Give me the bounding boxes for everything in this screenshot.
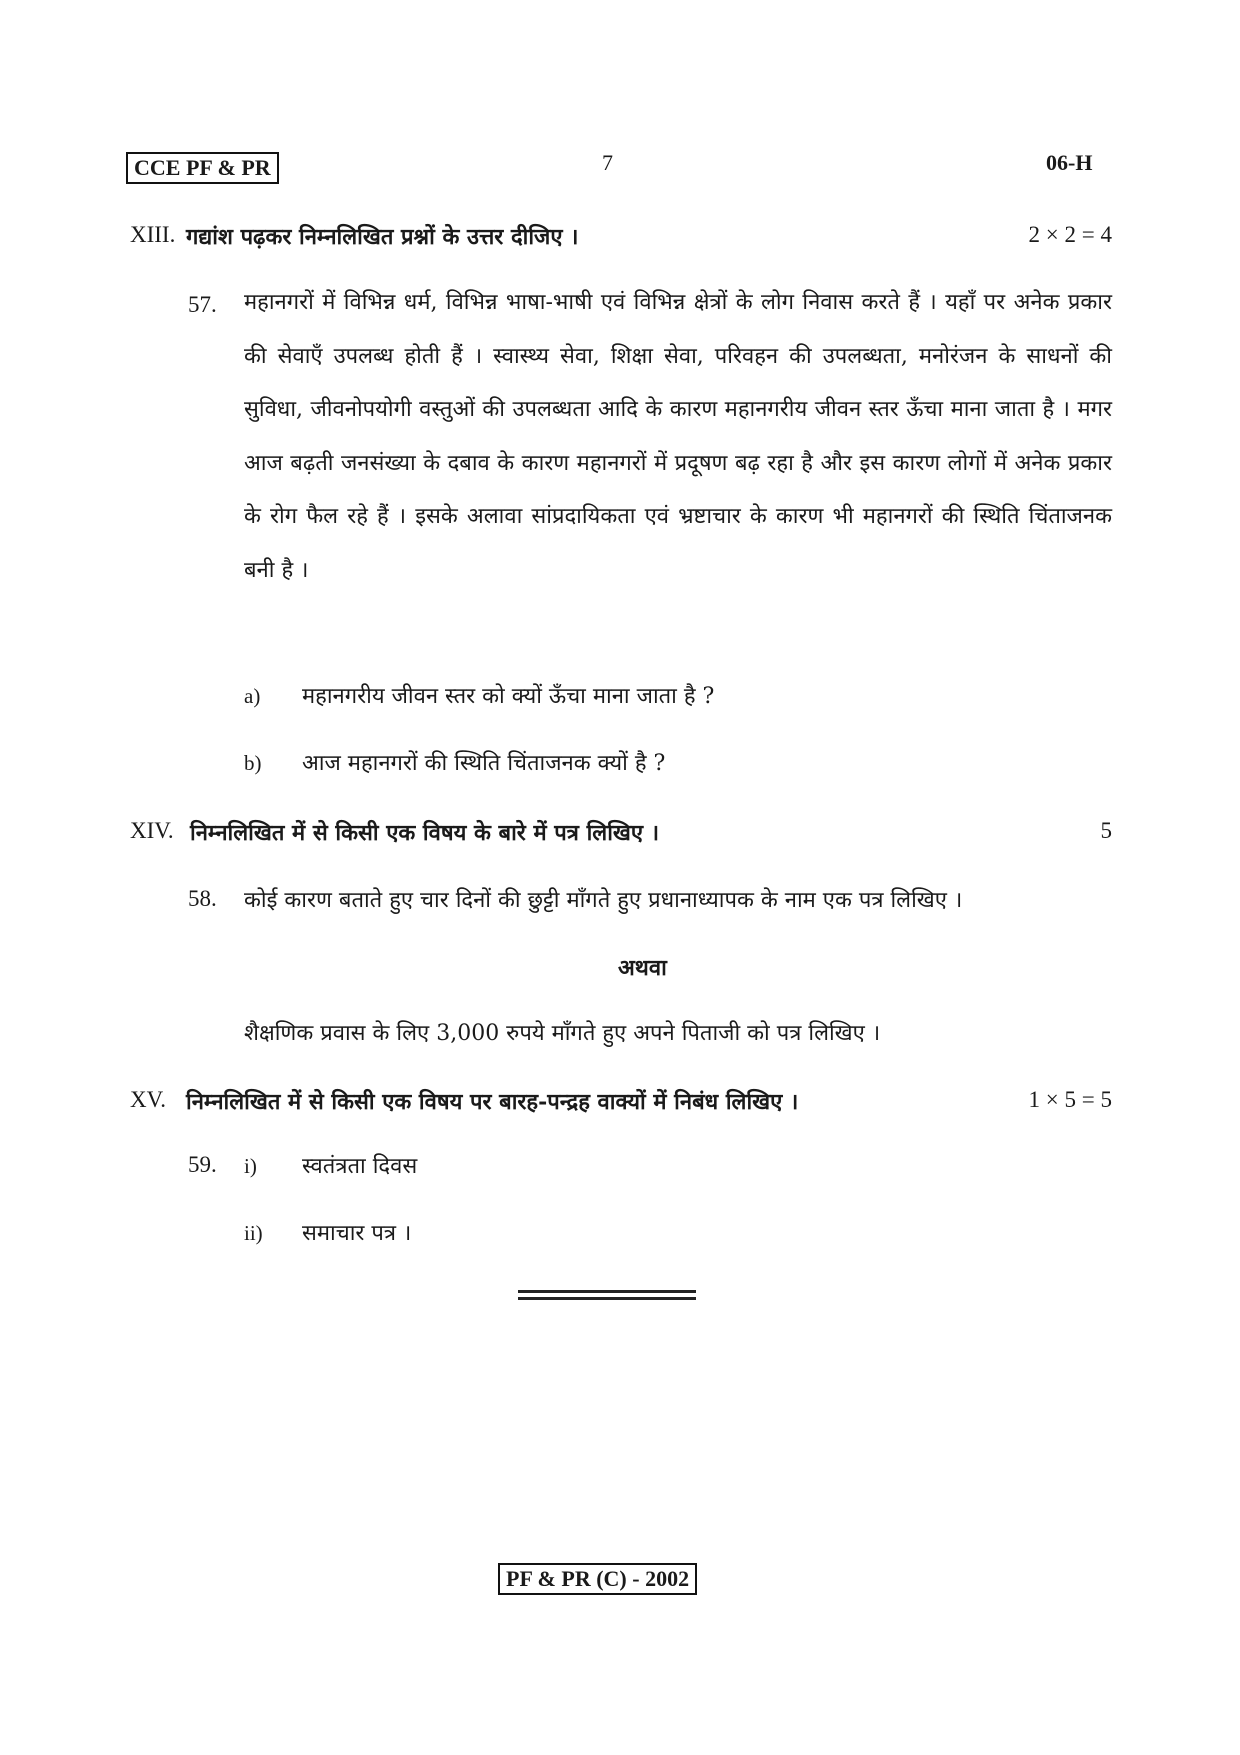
section-numeral: XV. — [130, 1087, 167, 1112]
alternative-question-text: शैक्षणिक प्रवास के लिए 3,000 रुपये माँगते हुए अपने पिताजी को पत्र लिखिए । — [244, 1021, 881, 1046]
header-code-box: CCE PF & PR — [126, 152, 279, 184]
section-marks: 5 — [1100, 818, 1112, 843]
question-number: 57. — [188, 292, 217, 317]
sub-question-label: b) — [244, 751, 262, 775]
question-number: 59. — [188, 1152, 217, 1177]
page-number: 7 — [602, 150, 613, 175]
sub-question-text: आज महानगरों की स्थिति चिंताजनक क्यों है ? — [302, 751, 666, 776]
option-text: समाचार पत्र । — [302, 1221, 412, 1246]
sub-question-label: a) — [244, 684, 261, 708]
sub-question-text: महानगरीय जीवन स्तर को क्यों ऊँचा माना जाता है ? — [302, 684, 715, 709]
question-number: 58. — [188, 886, 217, 911]
section-marks: 1 × 5 = 5 — [1028, 1087, 1112, 1112]
section-title: निम्नलिखित में से किसी एक विषय पर बारह-पन्द्रह वाक्यों में निबंध लिखिए । — [186, 1089, 799, 1115]
option-label: ii) — [244, 1221, 263, 1245]
footer-code-box: PF & PR (C) - 2002 — [498, 1563, 697, 1595]
paper-code: 06-H — [1046, 150, 1093, 175]
passage-text: महानगरों में विभिन्न धर्म, विभिन्न भाषा-भाषी एवं विभिन्न क्षेत्रों के लोग निवास करते हैं । यहाँ पर अनेक प्रकार की सेवाएँ उपलब्ध होती हैं । स्वास्थ्य सेवा, शिक्षा सेवा, परिवहन की उपलब्धता, मनोरंजन के साधनों की सुविधा, जीवनोपयोगी वस्तुओं की उपलब्धता आदि के कारण महानगरीय जीवन स्तर ऊँचा माना जाता है । मगर आज बढ़ती जनसंख्या के दबाव के कारण महानगरों में प्रदूषण बढ़ रहा है और इस कारण लोगों में अनेक प्रकार के रोग फैल रहे हैं । इसके अलावा सांप्रदायिकता एवं भ्रष्टाचार के कारण भी महानगरों की स्थिति चिंताजनक बनी है । — [244, 290, 1112, 583]
end-rule-top — [518, 1290, 696, 1293]
or-label: अथवा — [618, 955, 667, 981]
section-numeral: XIII. — [130, 222, 176, 247]
section-numeral: XIV. — [130, 818, 174, 843]
end-rule-bottom — [518, 1297, 696, 1300]
option-label: i) — [244, 1154, 257, 1178]
option-text: स्वतंत्रता दिवस — [302, 1154, 418, 1179]
section-title: निम्नलिखित में से किसी एक विषय के बारे में पत्र लिखिए । — [190, 820, 660, 846]
question-text: कोई कारण बताते हुए चार दिनों की छुट्टी माँगते हुए प्रधानाध्यापक के नाम एक पत्र लिखिए । — [244, 888, 963, 913]
section-title: गद्यांश पढ़कर निम्नलिखित प्रश्नों के उत्तर दीजिए । — [186, 224, 579, 250]
section-marks: 2 × 2 = 4 — [1028, 222, 1112, 247]
